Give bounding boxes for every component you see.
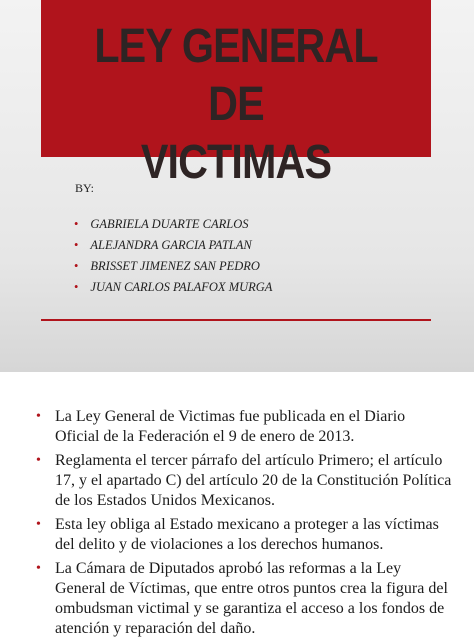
title-line-2: VICTIMAS	[140, 136, 332, 189]
bullet-icon: •	[74, 280, 79, 294]
author-item	[74, 214, 272, 235]
bullet-text: Esta ley obliga al Estado mexicano a proteger a las víctimas del delito y de violaciones a los derechos humanos.	[55, 516, 439, 553]
bullet-icon: •	[74, 238, 79, 252]
bullet-icon: •	[74, 259, 79, 273]
bullet-item	[33, 407, 453, 447]
content-slide	[0, 372, 474, 637]
bullet-icon: •	[74, 217, 79, 231]
author-name: GABRIELA DUARTE CARLOS	[90, 217, 249, 231]
author-item	[74, 277, 272, 298]
bullet-text: Reglamenta el tercer párrafo del artículo Primero; el artículo 17, y el apartado C) del artículo 20 de la Constitución Política de los Estados Unidos Mexicanos.	[55, 452, 452, 509]
title-line-1: LEY GENERAL DE	[94, 20, 378, 131]
author-item	[74, 256, 272, 277]
bullet-item	[33, 451, 453, 511]
bullet-icon: •	[36, 409, 41, 424]
divider-line	[41, 319, 431, 321]
bullet-item	[33, 559, 453, 639]
by-label: BY:	[75, 181, 94, 195]
bullet-icon: •	[36, 561, 41, 576]
author-name: BRISSET JIMENEZ SAN PEDRO	[90, 259, 260, 273]
author-name: ALEJANDRA GARCIA PATLAN	[90, 238, 252, 252]
bullet-item	[33, 515, 453, 555]
bullet-text: La Cámara de Diputados aprobó las reformas a la Ley General de Víctimas, que entre otros puntos crea la figura del ombudsman victimal y se garantiza el acceso a los fondos de atención y reparación del daño.	[55, 560, 448, 637]
bullet-icon: •	[36, 517, 41, 532]
author-name: JUAN CARLOS PALAFOX MURGA	[90, 280, 273, 294]
bullet-text: La Ley General de Victimas fue publicada en el Diario Oficial de la Federación el 9 de enero de 2013.	[55, 408, 406, 445]
bullet-list	[33, 407, 453, 643]
bullet-icon: •	[36, 453, 41, 468]
slide-title	[68, 18, 403, 192]
author-item	[74, 235, 272, 256]
author-list	[74, 214, 272, 298]
